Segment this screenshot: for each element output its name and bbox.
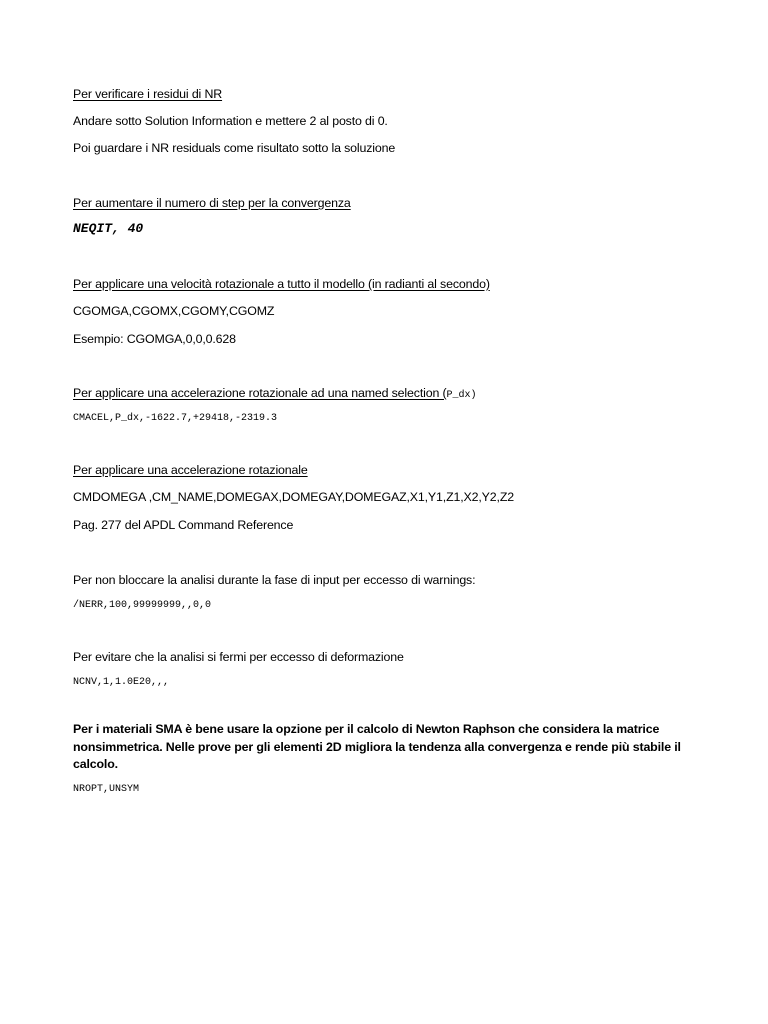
- heading-deformation: Per evitare che la analisi si fermi per eccesso di deformazione: [73, 650, 404, 664]
- heading-warnings: Per non bloccare la analisi durante la fase di input per eccesso di warnings:: [73, 573, 476, 587]
- text-solution-information: Andare sotto Solution Information e mettere 2 al posto di 0.: [73, 114, 388, 128]
- code-neqit: NEQIT, 40: [73, 221, 144, 236]
- heading-text: Per applicare una accelerazione rotazionale ad una named selection (: [73, 386, 447, 400]
- code-ncnv: NCNV,1,1.0E20,,,: [73, 677, 170, 688]
- heading-rotational-velocity: Per applicare una velocità rotazionale a tutto il modello (in radianti al secondo): [73, 277, 490, 291]
- text-apdl-reference: Pag. 277 del APDL Command Reference: [73, 518, 294, 532]
- heading-increase-steps: Per aumentare il numero di step per la convergenza: [73, 196, 351, 210]
- heading-code-fragment: P_dx): [446, 390, 477, 401]
- text-nr-residuals: Poi guardare i NR residuals come risultato sotto la soluzione: [73, 141, 396, 155]
- heading-rotational-acceleration: Per applicare una accelerazione rotazionale: [73, 463, 308, 477]
- text-cgomga-syntax: CGOMGA,CGOMX,CGOMY,CGOMZ: [73, 304, 275, 318]
- text-cmdomega-syntax: CMDOMEGA ,CM_NAME,DOMEGAX,DOMEGAY,DOMEGAZ,X1,Y1,Z1,X2,Y2,Z2: [73, 490, 514, 504]
- paragraph-sma-materials: Per i materiali SMA è bene usare la opzione per il calcolo di Newton Raphson che considera la matrice nonsimmetrica. Nelle prove per gli elementi 2D migliora la tendenza alla convergenza e rende più stabile il calcolo.: [73, 722, 681, 771]
- heading-rotational-acceleration-named-selection: [73, 386, 476, 403]
- heading-verify-nr-residuals: Per verificare i residui di NR: [73, 87, 223, 101]
- text-cgomga-example: Esempio: CGOMGA,0,0,0.628: [73, 332, 236, 346]
- code-cmacel: CMACEL,P_dx,-1622.7,+29418,-2319.3: [73, 413, 278, 424]
- code-nerr: /NERR,100,99999999,,0,0: [73, 600, 212, 611]
- code-nropt: NROPT,UNSYM: [73, 784, 140, 795]
